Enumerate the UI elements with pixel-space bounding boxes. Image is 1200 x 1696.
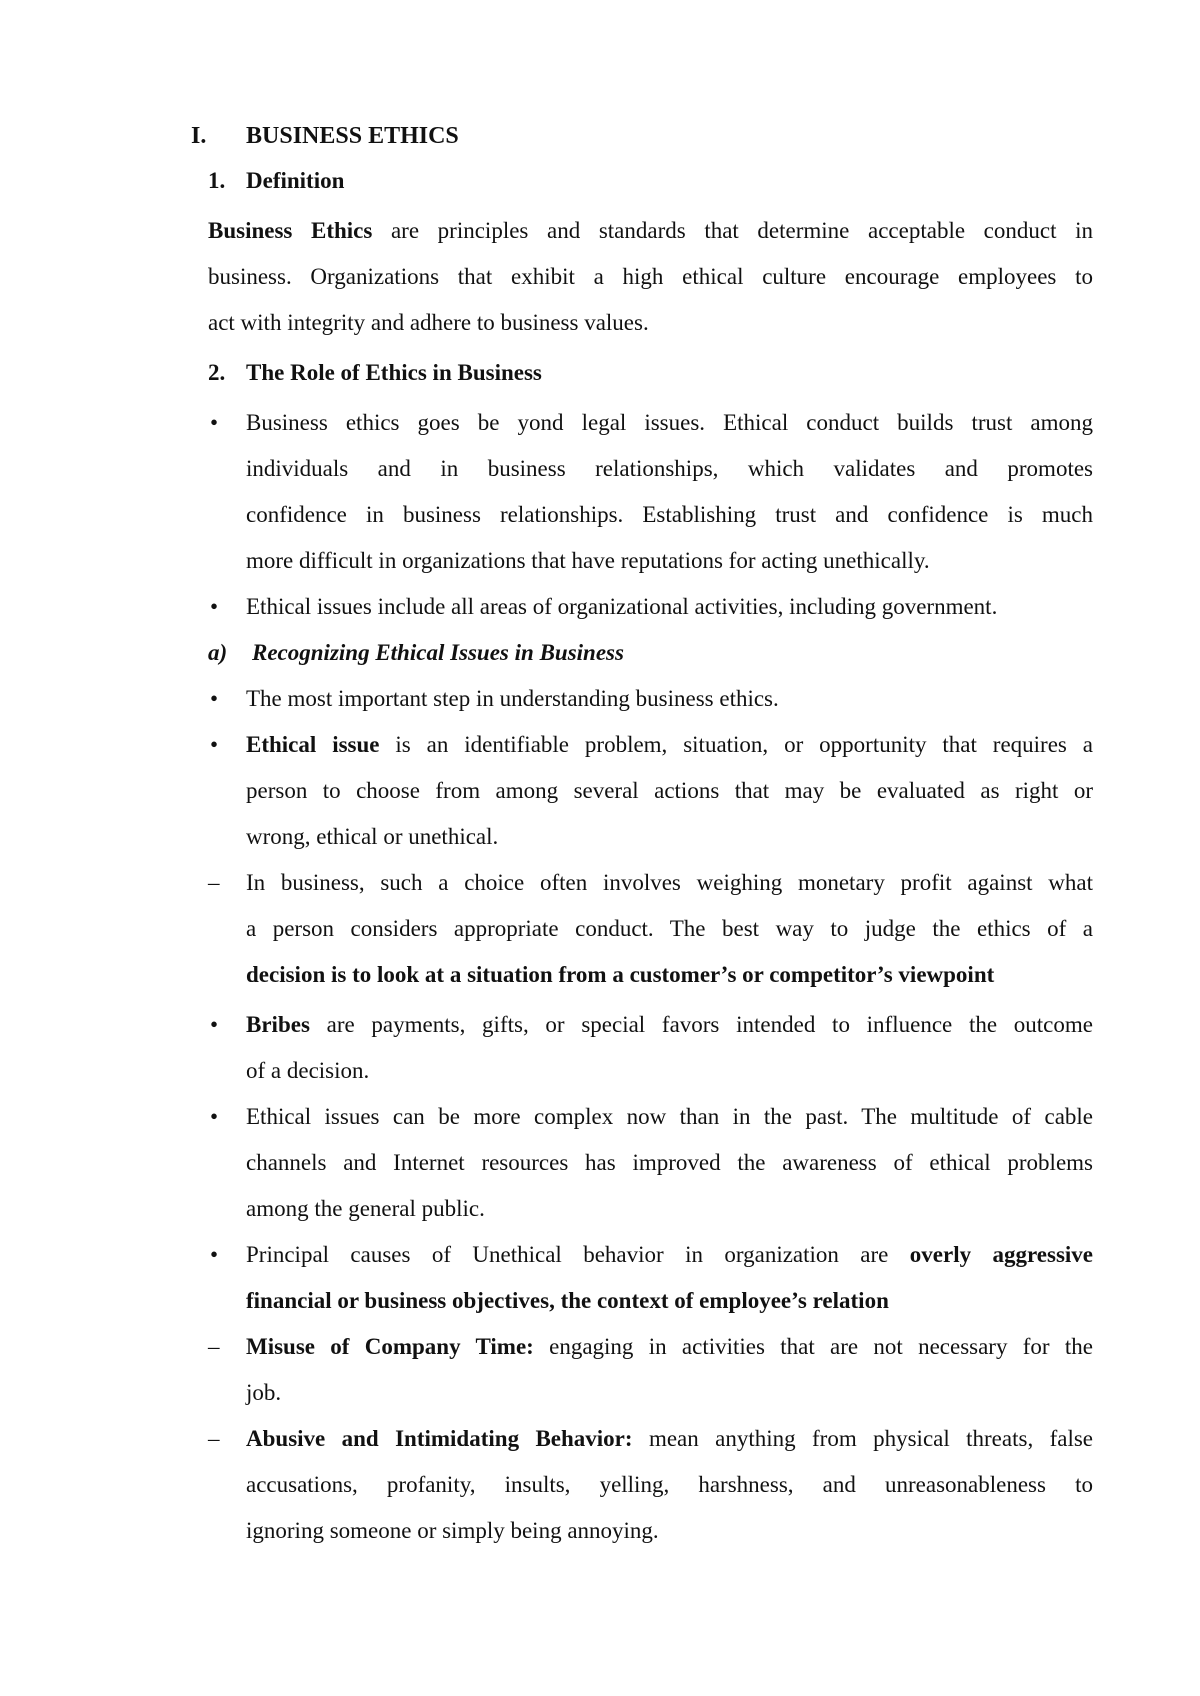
recognizing-bullet-4-line-3: among the general public.: [246, 1196, 485, 1221]
recognizing-bullet-1-line-1: The most important step in understanding business ethics.: [246, 686, 779, 711]
bullet-icon: •: [210, 1242, 219, 1267]
dash-icon: –: [208, 1334, 220, 1359]
role-bullet-2-line-1: Ethical issues include all areas of organizational activities, including government.: [246, 594, 998, 619]
bribes-text: are payments, gifts, or special favors intended to influence the outcome: [309, 1012, 1093, 1037]
recognizing-bullet-2-line-2: person to choose from among several actions that may be evaluated as right or: [246, 778, 1093, 803]
section-title: BUSINESS ETHICS: [246, 123, 459, 149]
recognizing-dash-1-line-3: decision is to look at a situation from a customer’s or competitor’s viewpoint: [246, 962, 995, 987]
definition-paragraph-line-3: act with integrity and adhere to business values.: [208, 310, 649, 335]
recognizing-dash-2-line-2: job.: [246, 1380, 282, 1405]
recognizing-dash-1-line-2: a person considers appropriate conduct. The best way to judge the ethics of a: [246, 916, 1093, 941]
subsection-label: a): [208, 640, 228, 665]
recognizing-dash-3-line-1: [246, 1424, 1093, 1454]
section-number: I.: [191, 123, 207, 149]
recognizing-bullet-5-line-1: [246, 1240, 1093, 1270]
dash-icon: –: [208, 870, 220, 895]
abusive-text: mean anything from physical threats, false: [632, 1426, 1093, 1451]
definition-term: Business Ethics: [208, 218, 373, 243]
definition-paragraph-line-2: business. Organizations that exhibit a high ethical culture encourage employees to: [208, 264, 1093, 289]
recognizing-bullet-3-line-1: [246, 1010, 1093, 1040]
definition-number: 1.: [208, 168, 226, 193]
role-bullet-1-line-4: more difficult in organizations that have reputations for acting unethically.: [246, 548, 930, 573]
role-bullet-1-line-1: Business ethics goes be yond legal issues. Ethical conduct builds trust among: [246, 410, 1093, 435]
recognizing-dash-3-line-2: accusations, profanity, insults, yelling, harshness, and unreasonableness to: [246, 1472, 1093, 1497]
bullet-icon: •: [210, 1104, 219, 1129]
bribes-term: Bribes: [246, 1012, 310, 1037]
ethical-issue-text: is an identifiable problem, situation, or opportunity that requires a: [379, 732, 1093, 757]
role-title: The Role of Ethics in Business: [246, 360, 542, 385]
definition-title: Definition: [246, 168, 345, 193]
definition-paragraph-line-1: [208, 216, 1093, 246]
bullet-icon: •: [210, 732, 219, 757]
misuse-text: engaging in activities that are not necessary for the: [533, 1334, 1093, 1359]
recognizing-dash-2-line-1: [246, 1332, 1093, 1362]
recognizing-dash-1-line-1: In business, such a choice often involves weighing monetary profit against what: [246, 870, 1093, 895]
bullet-icon: •: [210, 594, 219, 619]
recognizing-dash-3-line-3: ignoring someone or simply being annoying.: [246, 1518, 659, 1543]
recognizing-bullet-5-line-2: financial or business objectives, the context of employee’s relation: [246, 1288, 889, 1313]
role-number: 2.: [208, 360, 226, 385]
misuse-term: Misuse of Company Time:: [246, 1334, 534, 1359]
bullet-icon: •: [210, 1012, 219, 1037]
recognizing-bullet-2-line-3: wrong, ethical or unethical.: [246, 824, 499, 849]
ethical-issue-term: Ethical issue: [246, 732, 380, 757]
definition-line-1-text: are principles and standards that determine acceptable conduct in: [372, 218, 1093, 243]
recognizing-bullet-2-line-1: [246, 730, 1093, 760]
causes-text: Principal causes of Unethical behavior in organization are: [246, 1242, 910, 1267]
role-bullet-1-line-2: individuals and in business relationships, which validates and promotes: [246, 456, 1093, 481]
role-bullet-1-line-3: confidence in business relationships. Establishing trust and confidence is much: [246, 502, 1093, 527]
recognizing-bullet-4-line-2: channels and Internet resources has improved the awareness of ethical problems: [246, 1150, 1093, 1175]
subsection-title: Recognizing Ethical Issues in Business: [252, 640, 624, 665]
recognizing-bullet-3-line-2: of a decision.: [246, 1058, 370, 1083]
abusive-term: Abusive and Intimidating Behavior:: [246, 1426, 633, 1451]
bullet-icon: •: [210, 410, 219, 435]
causes-bold-text: overly aggressive: [909, 1242, 1094, 1267]
dash-icon: –: [208, 1426, 220, 1451]
bullet-icon: •: [210, 686, 219, 711]
recognizing-bullet-4-line-1: Ethical issues can be more complex now than in the past. The multitude of cable: [246, 1104, 1093, 1129]
